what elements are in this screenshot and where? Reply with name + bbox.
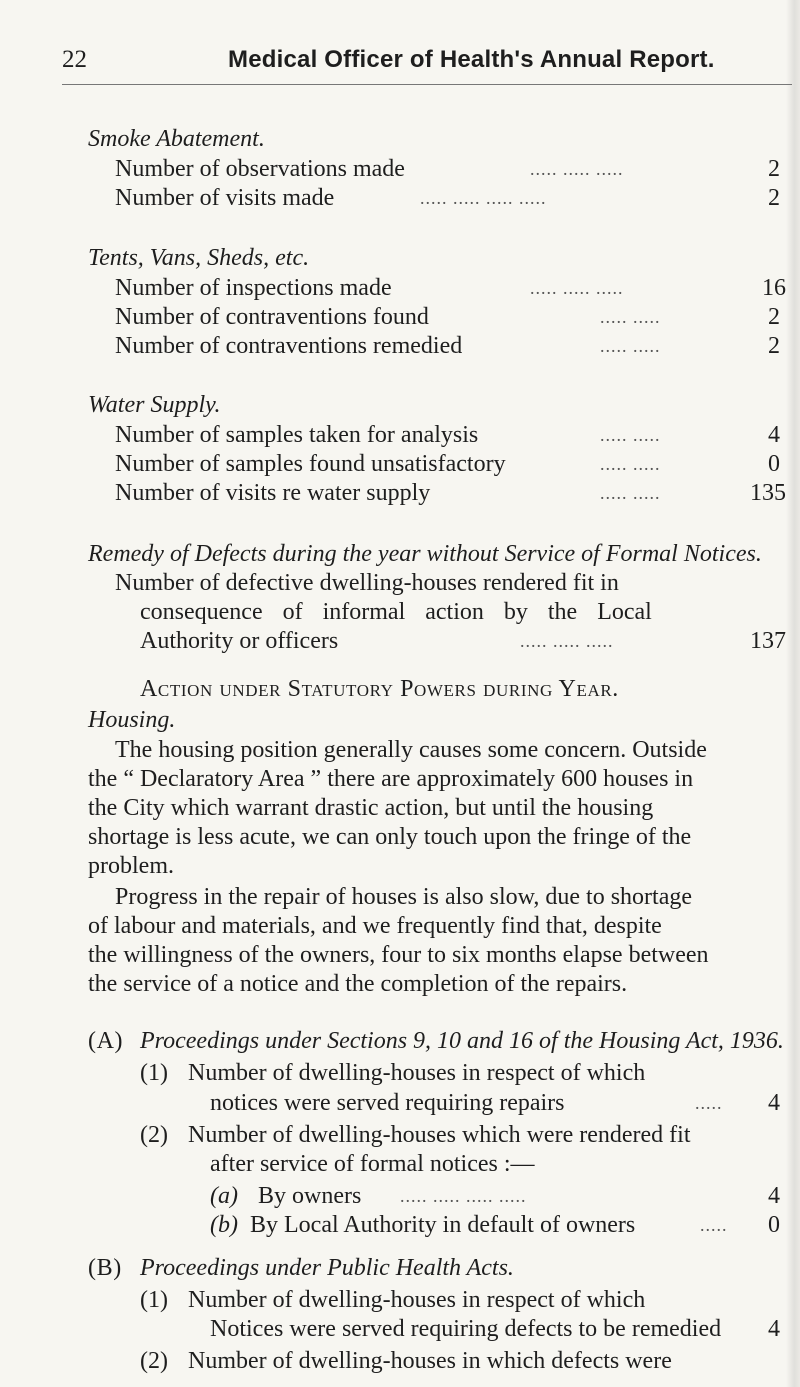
smoke-row-label: Number of visits made: [115, 185, 335, 211]
section-a-item-text: notices were served requiring repairs: [210, 1090, 565, 1116]
tents-row-leaders: ..... .....: [600, 307, 661, 327]
housing-para1-line: problem.: [88, 853, 174, 879]
tents-row-label: Number of inspections made: [115, 275, 392, 301]
tents-row-value: 16: [762, 275, 786, 301]
section-a-sub-value: 0: [768, 1212, 780, 1238]
section-a-item-text: after service of formal notices :—: [210, 1151, 535, 1177]
housing-heading: Housing.: [88, 707, 176, 733]
section-b-marker: (B): [88, 1255, 122, 1281]
housing-para1-line: the “ Declaratory Area ” there are approximately 600 houses in: [88, 766, 694, 792]
section-b-item-num: (2): [140, 1348, 168, 1374]
smoke-row-label: Number of observations made: [115, 156, 405, 182]
section-a-title: Proceedings under Sections 9, 10 and 16 of the Housing Act, 1936.: [140, 1028, 784, 1054]
section-a-sub-label: (a): [210, 1183, 238, 1209]
page-header: [62, 46, 800, 86]
housing-para2-line: Progress in the repair of houses is also slow, due to shortage: [115, 884, 693, 910]
remedy-text-line: consequence of informal action by the Local: [140, 599, 652, 625]
tents-row-value: 2: [768, 304, 780, 330]
page-number: 22: [62, 46, 87, 73]
section-a-sub-text: By owners: [258, 1183, 362, 1209]
water-row-label: Number of visits re water supply: [115, 480, 431, 506]
housing-para1-line: the City which warrant drastic action, but until the housing: [88, 795, 654, 821]
water-row-value: 0: [768, 451, 780, 477]
water-heading: Water Supply.: [88, 392, 221, 418]
smoke-row-leaders: ..... ..... ..... .....: [420, 188, 547, 208]
remedy-heading: Remedy of Defects during the year without Service of Formal Notices.: [88, 541, 762, 567]
section-b-title: Proceedings under Public Health Acts.: [140, 1255, 514, 1281]
section-a-marker: (A): [88, 1028, 124, 1054]
section-b-item-num: (1): [140, 1287, 168, 1313]
tents-row-value: 2: [768, 333, 780, 359]
remedy-leaders: ..... ..... .....: [520, 631, 614, 651]
action-heading: Action under Statutory Powers during Year.: [140, 676, 619, 702]
housing-para2-line: of labour and materials, and we frequently find that, despite: [88, 913, 662, 939]
tents-heading: Tents, Vans, Sheds, etc.: [88, 245, 310, 271]
smoke-row-value: 2: [768, 185, 780, 211]
header-rule: [62, 84, 792, 85]
water-row-value: 135: [750, 480, 786, 506]
section-a-item-value: 4: [768, 1090, 780, 1116]
page-edge-shadow: [786, 0, 800, 1387]
water-row-leaders: ..... .....: [600, 454, 661, 474]
remedy-value: 137: [750, 628, 786, 654]
housing-para1-line: The housing position generally causes some concern. Outside: [115, 737, 707, 763]
section-a-item-text: Number of dwelling-houses in respect of which: [188, 1060, 646, 1086]
water-row-label: Number of samples found unsatisfactory: [115, 451, 506, 477]
water-row-leaders: ..... .....: [600, 483, 661, 503]
section-b-item-text: Notices were served requiring defects to be remedied: [210, 1316, 722, 1342]
section-b-item-value: 4: [768, 1316, 780, 1342]
water-row-value: 4: [768, 422, 780, 448]
section-a-item-num: (1): [140, 1060, 168, 1086]
section-a-item-text: Number of dwelling-houses which were rendered fit: [188, 1122, 691, 1148]
smoke-heading: Smoke Abatement.: [88, 126, 265, 152]
section-b-item-text: Number of dwelling-houses in which defects were: [188, 1348, 672, 1374]
running-title: Medical Officer of Health's Annual Report.: [228, 46, 715, 73]
water-row-leaders: ..... .....: [600, 425, 661, 445]
remedy-text-line: Authority or officers: [140, 628, 339, 654]
tents-row-leaders: ..... ..... .....: [530, 278, 624, 298]
remedy-text-line: Number of defective dwelling-houses rendered fit in: [115, 570, 619, 596]
tents-row-leaders: ..... .....: [600, 336, 661, 356]
smoke-row-leaders: ..... ..... .....: [530, 159, 624, 179]
smoke-row-value: 2: [768, 156, 780, 182]
section-a-sub-leaders: ..... ..... ..... .....: [400, 1186, 527, 1206]
section-a-item-num: (2): [140, 1122, 168, 1148]
section-a-sub-text: By Local Authority in default of owners: [250, 1212, 636, 1238]
section-a-sub-value: 4: [768, 1183, 780, 1209]
tents-row-label: Number of contraventions found: [115, 304, 429, 330]
section-a-item-leaders: .....: [695, 1093, 723, 1113]
housing-para2-line: the service of a notice and the completion of the repairs.: [88, 971, 628, 997]
housing-para1-line: shortage is less acute, we can only touch upon the fringe of the: [88, 824, 692, 850]
section-a-sub-label: (b): [210, 1212, 238, 1238]
housing-para2-line: the willingness of the owners, four to six months elapse between: [88, 942, 709, 968]
tents-row-label: Number of contraventions remedied: [115, 333, 463, 359]
water-row-label: Number of samples taken for analysis: [115, 422, 479, 448]
section-a-sub-leaders: .....: [700, 1215, 728, 1235]
section-b-item-text: Number of dwelling-houses in respect of which: [188, 1287, 646, 1313]
